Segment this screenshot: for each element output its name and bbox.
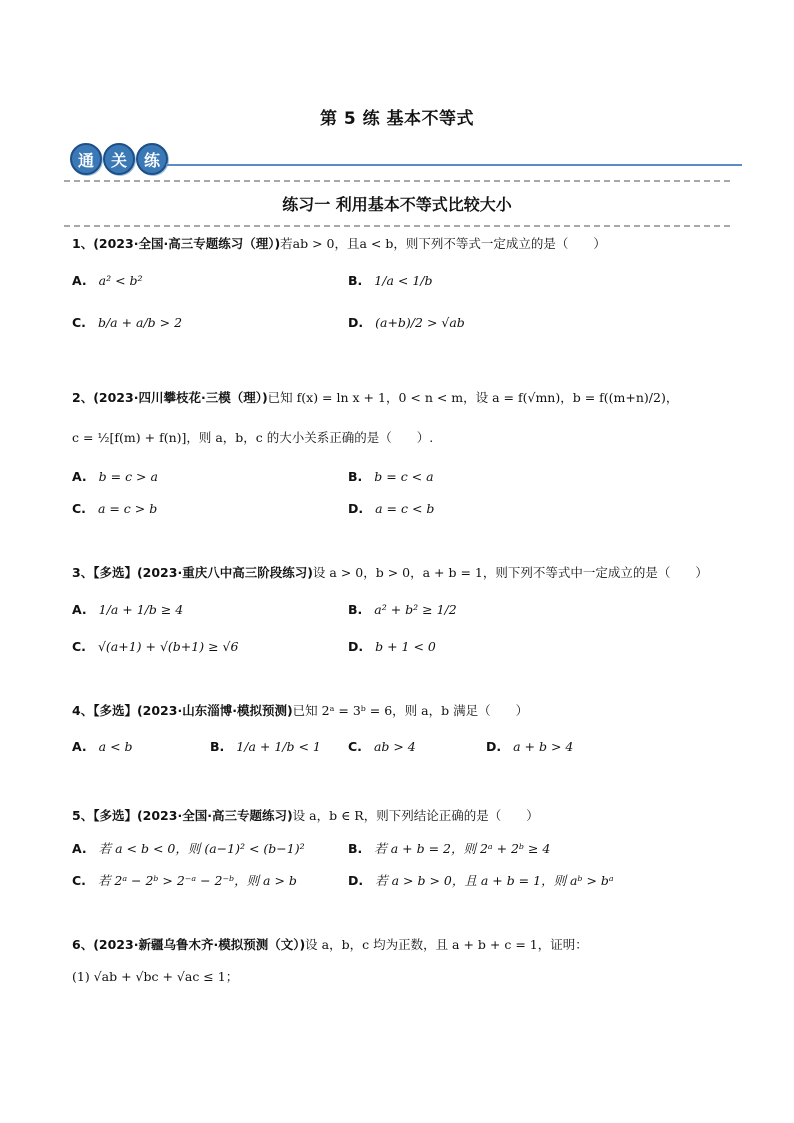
q3-option-d[interactable]: D. b + 1 < 0 (348, 639, 436, 654)
q3-option-a[interactable]: A. 1/a + 1/b ≥ 4 (72, 602, 184, 617)
divider-bottom (64, 225, 730, 227)
q2-option-d[interactable]: D. a = c < b (348, 501, 435, 516)
section-title: 练习一 利用基本不等式比较大小 (282, 195, 512, 214)
badge-lian: 练 (136, 143, 168, 175)
banner-rule (166, 164, 742, 166)
question-3-source: 3、【多选】(2023·重庆八中高三阶段练习) (72, 565, 313, 580)
question-5-source: 5、【多选】(2023·全国·高三专题练习) (72, 808, 293, 823)
q4-option-b[interactable]: B. 1/a + 1/b < 1 (210, 739, 321, 754)
badge-guan: 关 (103, 143, 135, 175)
q2-option-b[interactable]: B. b = c < a (348, 469, 434, 484)
q1-option-a[interactable]: A. a² < b² (72, 273, 143, 288)
question-6-text: 设 a，b，c 均为正数，且 a + b + c = 1，证明： (305, 937, 588, 952)
question-4-source: 4、【多选】(2023·山东淄博·模拟预测) (72, 703, 293, 718)
question-2-line2: c = ½[f(m) + f(n)]，则 a，b，c 的大小关系正确的是（ ）. (72, 430, 434, 445)
q5-option-d[interactable]: D. 若 a > b > 0，且 a + b = 1，则 aᵇ > bᵃ (348, 873, 614, 888)
q2-option-a[interactable]: A. b = c > a (72, 469, 158, 484)
q1-option-d[interactable]: D. (a+b)/2 > √ab (348, 315, 465, 330)
question-3-text: 设 a > 0，b > 0，a + b = 1，则下列不等式中一定成立的是（ ） (312, 565, 708, 580)
question-1 (72, 234, 752, 254)
q4-option-d[interactable]: D. a + b > 4 (486, 739, 574, 754)
question-6-source: 6、(2023·新疆乌鲁木齐·模拟预测（文）) (72, 937, 306, 952)
question-2-text: 已知 f(x) = ln x + 1，0 < n < m，设 a = f(√mn)，b = f((m+n)/2)， (267, 390, 679, 405)
q4-option-a[interactable]: A. a < b (72, 739, 133, 754)
question-4-text: 已知 2ᵃ = 3ᵇ = 6，则 a，b 满足（ ） (292, 703, 529, 718)
q3-option-b[interactable]: B. a² + b² ≥ 1/2 (348, 602, 457, 617)
q5-option-a[interactable]: A. 若 a < b < 0，则 (a−1)² < (b−1)² (72, 841, 305, 856)
question-5-text: 设 a，b ∈ R，则下列结论正确的是（ ） (292, 808, 539, 823)
q1-option-c[interactable]: C. b/a + a/b > 2 (72, 315, 183, 330)
question-6 (72, 935, 752, 955)
question-5 (72, 806, 752, 826)
question-1-text: 若ab > 0，且a < b，则下列不等式一定成立的是（ ） (280, 236, 606, 251)
question-4 (72, 701, 752, 721)
q3-option-c[interactable]: C. √(a+1) + √(b+1) ≥ √6 (72, 639, 239, 654)
section-banner (70, 143, 730, 183)
question-2-source: 2、(2023·四川攀枝花·三模（理）) (72, 390, 268, 405)
question-2 (72, 388, 752, 408)
page-title: 第 5 练 基本不等式 (319, 109, 475, 129)
divider-top (64, 180, 730, 182)
q1-option-b[interactable]: B. 1/a < 1/b (348, 273, 433, 288)
question-6-part-1: (1) √ab + √bc + √ac ≤ 1； (72, 969, 239, 984)
q2-option-c[interactable]: C. a = c > b (72, 501, 158, 516)
q4-option-c[interactable]: C. ab > 4 (348, 739, 416, 754)
q5-option-c[interactable]: C. 若 2ᵃ − 2ᵇ > 2⁻ᵃ − 2⁻ᵇ，则 a > b (72, 873, 297, 888)
question-3 (72, 563, 752, 583)
badge-tong: 通 (70, 143, 102, 175)
q5-option-b[interactable]: B. 若 a + b = 2，则 2ᵃ + 2ᵇ ≥ 4 (348, 841, 551, 856)
question-1-source: 1、(2023·全国·高三专题练习（理）) (72, 236, 281, 251)
